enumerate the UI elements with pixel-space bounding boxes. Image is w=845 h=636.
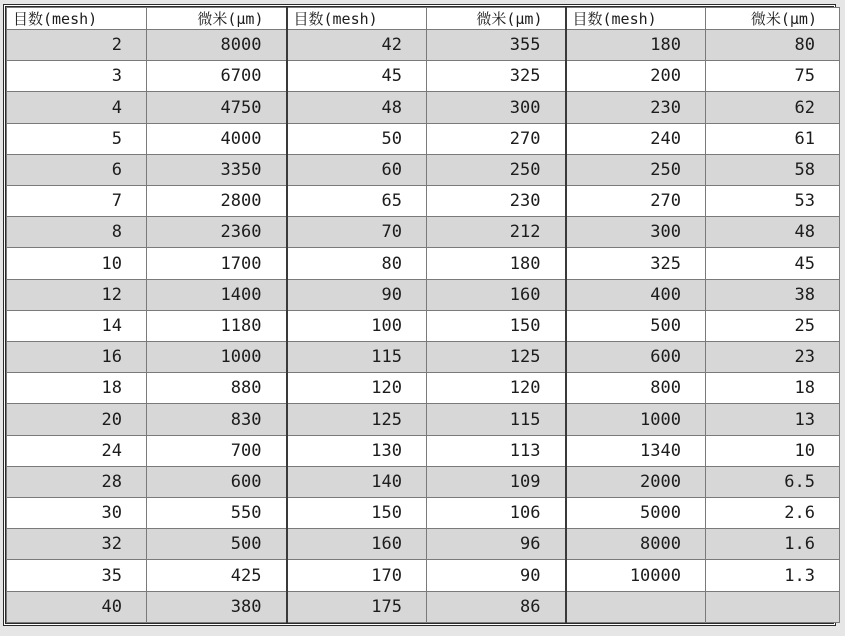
cell-micron-1: 425 xyxy=(147,560,287,591)
cell-mesh-3: 180 xyxy=(566,30,706,61)
table-row xyxy=(7,435,840,466)
cell-micron-1: 380 xyxy=(147,591,287,622)
table-body xyxy=(7,30,840,623)
cell-micron-2: 180 xyxy=(427,248,566,279)
cell-mesh-1: 40 xyxy=(7,591,147,622)
cell-mesh-2: 80 xyxy=(287,248,427,279)
cell-mesh-1: 6 xyxy=(7,154,147,185)
cell-mesh-3: 270 xyxy=(566,186,706,217)
table-row xyxy=(7,560,840,591)
cell-mesh-1: 14 xyxy=(7,310,147,341)
cell-micron-3: 53 xyxy=(706,186,840,217)
cell-mesh-2: 140 xyxy=(287,466,427,497)
cell-micron-3: 2.6 xyxy=(706,498,840,529)
cell-micron-1: 1180 xyxy=(147,310,287,341)
table-row xyxy=(7,248,840,279)
cell-mesh-2: 48 xyxy=(287,92,427,123)
cell-mesh-1: 8 xyxy=(7,217,147,248)
table-row xyxy=(7,61,840,92)
table-row xyxy=(7,466,840,497)
cell-micron-1: 500 xyxy=(147,529,287,560)
cell-mesh-2: 115 xyxy=(287,342,427,373)
cell-micron-3: 75 xyxy=(706,61,840,92)
cell-mesh-2: 42 xyxy=(287,30,427,61)
cell-micron-2: 125 xyxy=(427,342,566,373)
cell-micron-2: 106 xyxy=(427,498,566,529)
cell-micron-1: 1400 xyxy=(147,279,287,310)
cell-mesh-1: 3 xyxy=(7,61,147,92)
cell-mesh-3: 1340 xyxy=(566,435,706,466)
cell-mesh-3: 8000 xyxy=(566,529,706,560)
cell-mesh-3: 600 xyxy=(566,342,706,373)
cell-mesh-2: 175 xyxy=(287,591,427,622)
table-row xyxy=(7,342,840,373)
cell-micron-3: 23 xyxy=(706,342,840,373)
cell-mesh-2: 125 xyxy=(287,404,427,435)
cell-micron-2: 230 xyxy=(427,186,566,217)
cell-mesh-2: 170 xyxy=(287,560,427,591)
cell-micron-2: 300 xyxy=(427,92,566,123)
table-row xyxy=(7,217,840,248)
cell-mesh-2: 90 xyxy=(287,279,427,310)
cell-mesh-3: 325 xyxy=(566,248,706,279)
cell-mesh-2: 70 xyxy=(287,217,427,248)
cell-micron-2: 86 xyxy=(427,591,566,622)
cell-micron-1: 700 xyxy=(147,435,287,466)
table-row xyxy=(7,373,840,404)
header-micron-2: 微米(μm) xyxy=(427,8,566,30)
table-row xyxy=(7,30,840,61)
table-row xyxy=(7,92,840,123)
cell-micron-2: 250 xyxy=(427,154,566,185)
cell-mesh-1: 18 xyxy=(7,373,147,404)
cell-micron-3: 48 xyxy=(706,217,840,248)
cell-micron-2: 113 xyxy=(427,435,566,466)
cell-micron-1: 3350 xyxy=(147,154,287,185)
cell-mesh-3: 1000 xyxy=(566,404,706,435)
cell-mesh-2: 45 xyxy=(287,61,427,92)
cell-micron-2: 96 xyxy=(427,529,566,560)
table-row xyxy=(7,498,840,529)
cell-mesh-1: 32 xyxy=(7,529,147,560)
cell-micron-2: 160 xyxy=(427,279,566,310)
cell-mesh-2: 150 xyxy=(287,498,427,529)
cell-micron-3: 1.3 xyxy=(706,560,840,591)
cell-micron-2: 109 xyxy=(427,466,566,497)
cell-mesh-2: 50 xyxy=(287,123,427,154)
cell-mesh-2: 160 xyxy=(287,529,427,560)
table-row xyxy=(7,310,840,341)
cell-micron-1: 4750 xyxy=(147,92,287,123)
cell-micron-3: 61 xyxy=(706,123,840,154)
cell-mesh-3: 2000 xyxy=(566,466,706,497)
cell-micron-2: 325 xyxy=(427,61,566,92)
cell-micron-2: 120 xyxy=(427,373,566,404)
header-row xyxy=(7,8,840,30)
header-mesh-3: 目数(mesh) xyxy=(566,8,706,30)
mesh-micron-table xyxy=(6,7,840,623)
cell-micron-1: 1700 xyxy=(147,248,287,279)
cell-mesh-2: 65 xyxy=(287,186,427,217)
cell-mesh-3: 5000 xyxy=(566,498,706,529)
cell-mesh-1: 5 xyxy=(7,123,147,154)
table-row xyxy=(7,279,840,310)
cell-mesh-3: 230 xyxy=(566,92,706,123)
cell-micron-3: 18 xyxy=(706,373,840,404)
cell-micron-1: 4000 xyxy=(147,123,287,154)
cell-micron-3: 6.5 xyxy=(706,466,840,497)
cell-mesh-2: 130 xyxy=(287,435,427,466)
table-row xyxy=(7,404,840,435)
cell-mesh-1: 12 xyxy=(7,279,147,310)
cell-micron-2: 90 xyxy=(427,560,566,591)
cell-mesh-3: 500 xyxy=(566,310,706,341)
cell-micron-3 xyxy=(706,591,840,622)
cell-mesh-1: 28 xyxy=(7,466,147,497)
cell-micron-3: 13 xyxy=(706,404,840,435)
header-mesh-1: 目数(mesh) xyxy=(7,8,147,30)
cell-micron-3: 58 xyxy=(706,154,840,185)
cell-mesh-3: 10000 xyxy=(566,560,706,591)
table-row xyxy=(7,591,840,622)
cell-micron-2: 212 xyxy=(427,217,566,248)
table-row xyxy=(7,529,840,560)
cell-micron-1: 1000 xyxy=(147,342,287,373)
table-frame xyxy=(3,4,836,626)
cell-mesh-1: 20 xyxy=(7,404,147,435)
cell-mesh-2: 60 xyxy=(287,154,427,185)
cell-mesh-1: 30 xyxy=(7,498,147,529)
cell-mesh-3: 200 xyxy=(566,61,706,92)
cell-micron-3: 80 xyxy=(706,30,840,61)
cell-mesh-2: 100 xyxy=(287,310,427,341)
cell-micron-2: 115 xyxy=(427,404,566,435)
cell-micron-2: 355 xyxy=(427,30,566,61)
cell-micron-3: 45 xyxy=(706,248,840,279)
table-row xyxy=(7,154,840,185)
cell-micron-3: 62 xyxy=(706,92,840,123)
cell-micron-3: 10 xyxy=(706,435,840,466)
cell-micron-1: 2800 xyxy=(147,186,287,217)
cell-mesh-3 xyxy=(566,591,706,622)
table-row xyxy=(7,123,840,154)
cell-micron-2: 150 xyxy=(427,310,566,341)
cell-mesh-2: 120 xyxy=(287,373,427,404)
header-micron-1: 微米(μm) xyxy=(147,8,287,30)
header-mesh-2: 目数(mesh) xyxy=(287,8,427,30)
cell-mesh-1: 4 xyxy=(7,92,147,123)
cell-mesh-3: 300 xyxy=(566,217,706,248)
cell-micron-1: 830 xyxy=(147,404,287,435)
cell-micron-2: 270 xyxy=(427,123,566,154)
cell-micron-1: 880 xyxy=(147,373,287,404)
cell-mesh-3: 400 xyxy=(566,279,706,310)
cell-micron-3: 38 xyxy=(706,279,840,310)
cell-mesh-1: 24 xyxy=(7,435,147,466)
cell-mesh-1: 10 xyxy=(7,248,147,279)
cell-mesh-3: 800 xyxy=(566,373,706,404)
cell-micron-3: 1.6 xyxy=(706,529,840,560)
cell-mesh-1: 16 xyxy=(7,342,147,373)
cell-micron-1: 2360 xyxy=(147,217,287,248)
cell-micron-1: 600 xyxy=(147,466,287,497)
cell-mesh-3: 240 xyxy=(566,123,706,154)
cell-mesh-1: 2 xyxy=(7,30,147,61)
cell-micron-1: 8000 xyxy=(147,30,287,61)
cell-micron-3: 25 xyxy=(706,310,840,341)
cell-micron-1: 550 xyxy=(147,498,287,529)
header-micron-3: 微米(μm) xyxy=(706,8,840,30)
cell-mesh-1: 7 xyxy=(7,186,147,217)
cell-mesh-1: 35 xyxy=(7,560,147,591)
table-row xyxy=(7,186,840,217)
cell-micron-1: 6700 xyxy=(147,61,287,92)
cell-mesh-3: 250 xyxy=(566,154,706,185)
